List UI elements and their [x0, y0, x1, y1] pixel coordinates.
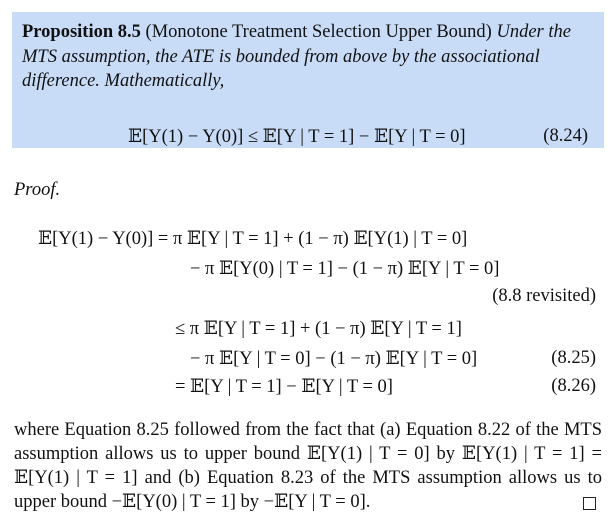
- proposition-subtitle: (Monotone Treatment Selection Upper Bound): [145, 22, 492, 42]
- proposition-statement: Under the MTS assumption, the ATE is bounded from above by the associational difference. Mathematically,: [22, 22, 571, 91]
- proof-eqnum-8-8: (8.8 revisited): [492, 286, 596, 306]
- qed-symbol: [581, 497, 596, 515]
- proof-label: Proof.: [14, 180, 61, 200]
- qed-square-icon: [583, 497, 596, 510]
- proof-line-3: ≤ π 𝔼[Y | T = 1] + (1 − π) 𝔼[Y | T = 1]: [175, 319, 462, 339]
- proof-line-5: = 𝔼[Y | T = 1] − 𝔼[Y | T = 0]: [175, 377, 393, 397]
- proof-eqnum-8-26: (8.26): [551, 376, 596, 396]
- proposition-title: Proposition 8.5: [22, 22, 141, 42]
- proof-line-2: − π 𝔼[Y(0) | T = 1] − (1 − π) 𝔼[Y | T = 0]: [190, 259, 500, 279]
- proposition-equation-number: (8.24): [543, 126, 588, 146]
- proposition-box: [12, 12, 604, 148]
- proof-line-1: 𝔼[Y(1) − Y(0)] = π 𝔼[Y | T = 1] + (1 − π) 𝔼[Y(1) | T = 0]: [38, 229, 468, 249]
- proposition-equation: 𝔼[Y(1) − Y(0)] ≤ 𝔼[Y | T = 1] − 𝔼[Y | T = 0]: [128, 127, 466, 147]
- proof-line-4: − π 𝔼[Y | T = 0] − (1 − π) 𝔼[Y | T = 0]: [190, 349, 478, 369]
- proposition-text: [22, 20, 596, 94]
- proof-eqnum-8-25: (8.25): [551, 348, 596, 368]
- proof-paragraph: where Equation 8.25 followed from the fact that (a) Equation 8.22 of the MTS assumption allows us to upper bound 𝔼[Y(1) | T = 0] by 𝔼[Y(1) | T = 1] = 𝔼[Y(1) | T = 1] and (b) Equation 8.23 of the MTS assumption allows us to upper bound −𝔼[Y(0) | T = 1] by −𝔼[Y | T = 0].: [14, 420, 602, 512]
